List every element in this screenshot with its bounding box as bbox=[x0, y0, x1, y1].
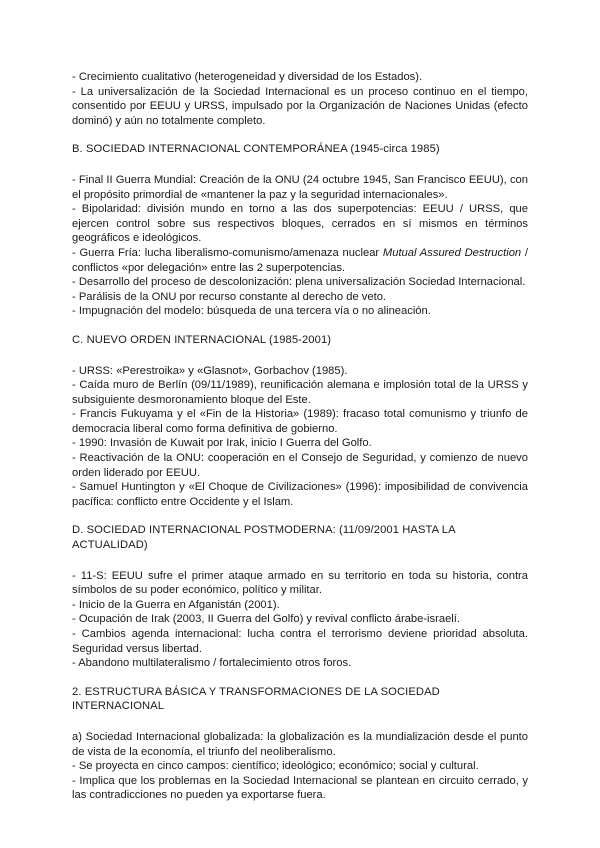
section-d-item: - Abandono multilateralismo / fortalecimiento otros foros. bbox=[72, 657, 352, 670]
section-d-item: - Inicio de la Guerra en Afganistán (2001). bbox=[72, 598, 280, 611]
guerra-fria-text-pre: - Guerra Fría: lucha liberalismo-comunismo/amenaza nuclear bbox=[72, 246, 383, 259]
section-c-heading: C. NUEVO ORDEN INTERNACIONAL (1985-2001) bbox=[72, 333, 332, 346]
intro-item-2: - La universalización de la Sociedad Internacional es un proceso continuo en el tiempo, consentido por EEUU y URSS, impulsado por la Organización de Naciones Unidas (efecto dominó) y aún no totalmente completo. bbox=[72, 85, 528, 127]
section-2-item: - Se proyecta en cinco campos: científico; ideológico; económico; social y cultural. bbox=[72, 760, 479, 773]
section-c-item: - Samuel Huntington y «El Choque de Civilizaciones» (1996): imposibilidad de convivencia pacífica: conflicto entre Occidente y el Islam. bbox=[72, 481, 528, 508]
section-d-heading: D. SOCIEDAD INTERNACIONAL POSTMODERNA: (11/09/2001 HASTA LA ACTUALIDAD) bbox=[72, 524, 456, 552]
section-c-item: - Francis Fukuyama y el «Fin de la Historia» (1989): fracaso total comunismo y triunfo de democracia liberal como forma definitiva de gobierno. bbox=[72, 408, 528, 435]
section-b-item-paralisis: - Parálisis de la ONU por recurso constante al derecho de veto. bbox=[72, 290, 387, 303]
section-2-item: - Implica que los problemas en la Sociedad Internacional se plantean en circuito cerrado, y las contradicciones no pueden ya exportarse fuera. bbox=[72, 774, 528, 802]
section-c-item: - 1990: Invasión de Kuwait por Irak, inicio I Guerra del Golfo. bbox=[72, 437, 372, 450]
section-2-item: a) Sociedad Internacional globalizada: la globalización es la mundialización desde el punto de vista de la economía, el triunfo del neoliberalismo. bbox=[72, 730, 528, 758]
section-b-item-impugnacion: - Impugnación del modelo: búsqueda de una tercera vía o no alineación. bbox=[72, 305, 431, 318]
section-c-item: - Reactivación de la ONU: cooperación en el Consejo de Seguridad, y comienzo de nuevo orden liderado por EEUU. bbox=[72, 452, 528, 479]
section-c-item: - URSS: «Perestroika» y «Glasnot», Gorbachov (1985). bbox=[72, 364, 348, 377]
section-2-heading: 2. ESTRUCTURA BÁSICA Y TRANSFORMACIONES DE LA SOCIEDAD INTERNACIONAL bbox=[72, 685, 440, 713]
section-b-item-descolonizacion: - Desarrollo del proceso de descolonización: plena universalización Sociedad Internacional. bbox=[72, 276, 526, 289]
section-d-item: - Ocupación de Irak (2003, II Guerra del Golfo) y revival conflicto árabe-israelí. bbox=[72, 613, 461, 626]
section-c-item: - Caída muro de Berlín (09/11/1989), reunificación alemana e implosión total de la URSS y subsiguiente desmoronamiento bloque del Este. bbox=[72, 379, 528, 406]
section-b-item-guerra-fria bbox=[72, 246, 528, 275]
section-b-item-bipolaridad: - Bipolaridad: división mundo en torno a las dos superpotencias: EEUU / URSS, que ejercen control sobre sus respectivos bloques, cerrados en sí mismos en términos geográficos e ideológicos. bbox=[72, 203, 528, 245]
section-b-heading: B. SOCIEDAD INTERNACIONAL CONTEMPORÁNEA (1945-circa 1985) bbox=[72, 143, 440, 156]
section-d-item: - 11-S: EEUU sufre el primer ataque armado en su territorio en toda su historia, contra símbolos de su poder económico, político y militar. bbox=[72, 569, 528, 597]
guerra-fria-text-post: / conflictos «por delegación» entre las 2 superpotencias. bbox=[72, 246, 528, 274]
section-d-item: - Cambios agenda internacional: lucha contra el terrorismo deviene prioridad absoluta. Seguridad versus libertad. bbox=[72, 628, 528, 655]
intro-item-1: - Crecimiento cualitativo (heterogeneidad y diversidad de los Estados). bbox=[72, 71, 423, 83]
guerra-fria-em: Mutual Assured Destruction bbox=[382, 246, 522, 259]
section-b-item-onu: - Final II Guerra Mundial: Creación de la ONU (24 octubre 1945, San Francisco EEUU), con el propósito primordial de «mantener la paz y la seguridad internacionales». bbox=[72, 173, 528, 201]
